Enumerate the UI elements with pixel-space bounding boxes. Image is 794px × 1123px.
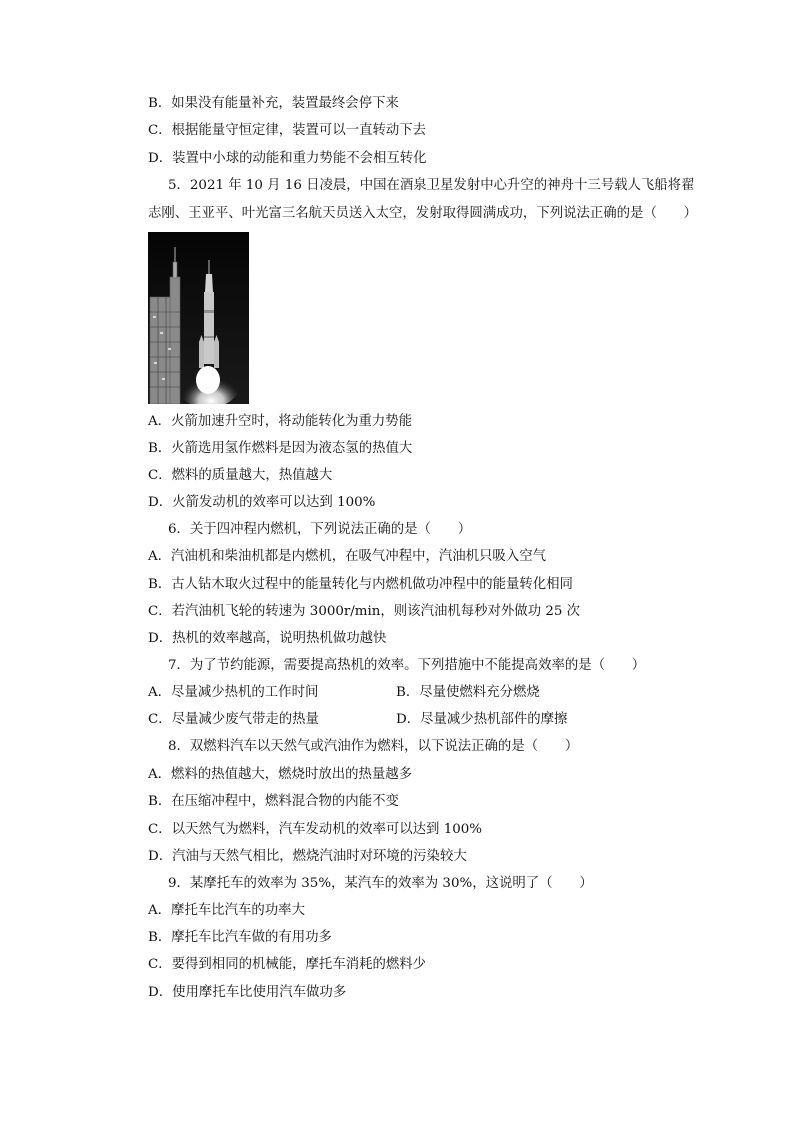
q6-option-b: B．古人钻木取火过程中的能量转化与内燃机做功冲程中的能量转化相同 — [148, 577, 573, 592]
q8-option-b: B．在压缩冲程中，燃料混合物的内能不变 — [148, 794, 399, 809]
q9-stem: 9．某摩托车的效率为 35%，某汽车的效率为 30%，这说明了（ ） — [168, 876, 593, 891]
q8-option-c: C．以天然气为燃料，汽车发动机的效率可以达到 100% — [148, 822, 482, 837]
q9-option-c: C．要得到相同的机械能，摩托车消耗的燃料少 — [148, 957, 427, 972]
q6-option-d: D．热机的效率越高，说明热机做功越快 — [148, 631, 387, 646]
q4-option-c: C．根据能量守恒定律，装置可以一直转动下去 — [148, 123, 427, 138]
q6-option-a: A．汽油机和柴油机都是内燃机，在吸气冲程中，汽油机只吸入空气 — [148, 549, 546, 564]
q4-option-d: D．装置中小球的动能和重力势能不会相互转化 — [148, 151, 427, 166]
q6-option-c: C．若汽油机飞轮的转速为 3000r/min，则该汽油机每秒对外做功 25 次 — [148, 604, 581, 619]
q5-option-d: D．火箭发动机的效率可以达到 100% — [148, 495, 376, 510]
q7-option-b: B．尽量使燃料充分燃烧 — [396, 685, 540, 700]
q7-option-d: D．尽量减少热机部件的摩擦 — [396, 712, 568, 727]
q8-stem: 8．双燃料汽车以天然气或汽油作为燃料，以下说法正确的是（ ） — [168, 739, 579, 754]
q5-stem-line-2: 志刚、王亚平、叶光富三名航天员送入太空，发射取得圆满成功，下列说法正确的是（ ） — [148, 206, 698, 221]
q5-stem-line-1: 5．2021 年 10 月 16 日凌晨，中国在酒泉卫星发射中心升空的神舟十三号载人飞船将翟 — [168, 178, 695, 193]
q5-option-a: A．火箭加速升空时，将动能转化为重力势能 — [148, 414, 413, 429]
q8-option-d: D．汽油与天然气相比，燃烧汽油时对环境的污染较大 — [148, 849, 467, 864]
q9-option-a: A．摩托车比汽车的功率大 — [148, 903, 305, 918]
q7-option-c: C．尽量减少废气带走的热量 — [148, 712, 319, 727]
q9-option-b: B．摩托车比汽车做的有用功多 — [148, 930, 332, 945]
q9-option-d: D．使用摩托车比使用汽车做功多 — [148, 985, 347, 1000]
q7-stem: 7．为了节约能源，需要提高热机的效率。下列措施中不能提高效率的是（ ） — [168, 658, 646, 673]
q4-option-b: B．如果没有能量补充，装置最终会停下来 — [148, 96, 399, 111]
rocket-launch-photo — [148, 232, 249, 404]
q8-option-a: A．燃料的热值越大，燃烧时放出的热量越多 — [148, 767, 413, 782]
q7-option-a: A．尽量减少热机的工作时间 — [148, 685, 319, 700]
q5-option-b: B．火箭选用氢作燃料是因为液态氢的热值大 — [148, 441, 413, 456]
q6-stem: 6．关于四冲程内燃机，下列说法正确的是（ ） — [168, 522, 472, 537]
q5-option-c: C．燃料的质量越大，热值越大 — [148, 468, 333, 483]
